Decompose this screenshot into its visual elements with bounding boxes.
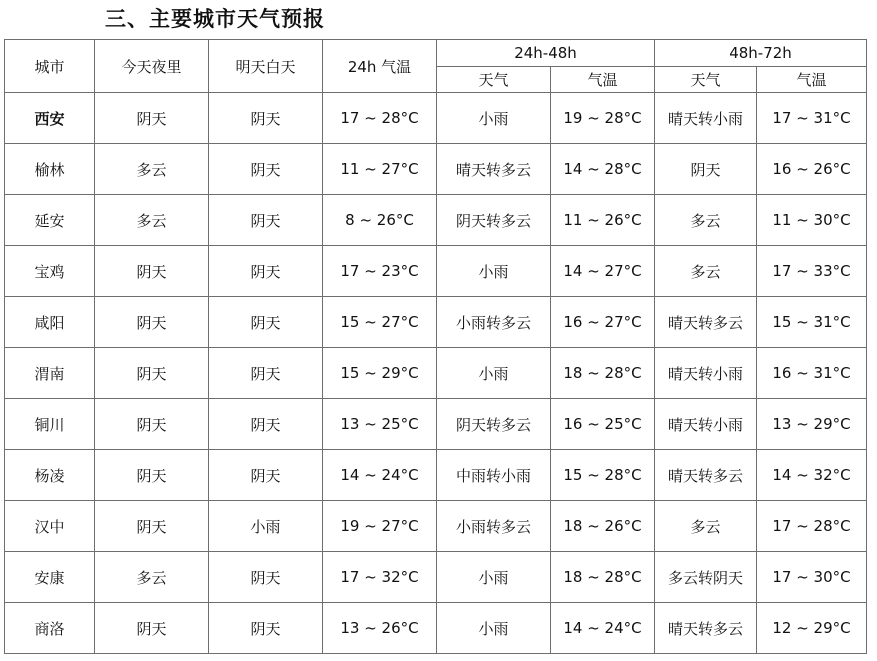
cell-temp-72h: 17 ~ 30°C [757,552,867,603]
cell-tonight: 阴天 [95,348,209,399]
cell-weather-72h: 晴天转多云 [655,603,757,654]
cell-temp-48h: 16 ~ 25°C [551,399,655,450]
cell-weather-72h: 晴天转小雨 [655,348,757,399]
cell-temp-72h: 17 ~ 28°C [757,501,867,552]
cell-temp-72h: 17 ~ 33°C [757,246,867,297]
cell-city: 宝鸡 [5,246,95,297]
table-row [5,603,867,654]
page-title: 三、主要城市天气预报 [105,7,325,31]
cell-temp-24h: 17 ~ 32°C [323,552,437,603]
cell-temp-24h: 19 ~ 27°C [323,501,437,552]
cell-weather-72h: 多云 [655,246,757,297]
cell-city: 渭南 [5,348,95,399]
cell-tomorrow-day: 阴天 [209,144,323,195]
cell-weather-72h: 多云 [655,501,757,552]
cell-tonight: 阴天 [95,297,209,348]
cell-weather-48h: 小雨 [437,552,551,603]
cell-temp-48h: 18 ~ 26°C [551,501,655,552]
table-row [5,144,867,195]
table-row [5,348,867,399]
header-48h-72h: 48h-72h [655,40,867,67]
cell-temp-48h: 19 ~ 28°C [551,93,655,144]
cell-temp-72h: 16 ~ 31°C [757,348,867,399]
cell-city: 汉中 [5,501,95,552]
cell-weather-48h: 小雨 [437,246,551,297]
table-row [5,501,867,552]
table-row [5,552,867,603]
cell-weather-48h: 小雨转多云 [437,501,551,552]
cell-temp-24h: 13 ~ 26°C [323,603,437,654]
cell-tonight: 多云 [95,552,209,603]
subheader-temp-48: 气温 [551,67,655,93]
cell-temp-72h: 14 ~ 32°C [757,450,867,501]
cell-tomorrow-day: 阴天 [209,297,323,348]
cell-city: 安康 [5,552,95,603]
header-tomorrow-day: 明天白天 [209,40,323,93]
cell-temp-48h: 15 ~ 28°C [551,450,655,501]
subheader-weather-72: 天气 [655,67,757,93]
cell-weather-72h: 晴天转小雨 [655,399,757,450]
cell-temp-72h: 13 ~ 29°C [757,399,867,450]
subheader-temp-72: 气温 [757,67,867,93]
cell-weather-48h: 小雨 [437,603,551,654]
cell-temp-24h: 11 ~ 27°C [323,144,437,195]
cell-weather-72h: 阴天 [655,144,757,195]
cell-tomorrow-day: 阴天 [209,348,323,399]
cell-temp-48h: 14 ~ 27°C [551,246,655,297]
cell-weather-72h: 多云转阴天 [655,552,757,603]
cell-weather-72h: 晴天转多云 [655,450,757,501]
cell-weather-48h: 小雨转多云 [437,297,551,348]
cell-temp-24h: 17 ~ 28°C [323,93,437,144]
header-row [5,40,867,67]
cell-city: 咸阳 [5,297,95,348]
cell-temp-24h: 8 ~ 26°C [323,195,437,246]
table-row [5,297,867,348]
cell-temp-24h: 17 ~ 23°C [323,246,437,297]
cell-weather-48h: 小雨 [437,93,551,144]
cell-city: 商洛 [5,603,95,654]
weather-forecast-table [4,39,867,654]
cell-tonight: 阴天 [95,501,209,552]
cell-tonight: 阴天 [95,603,209,654]
cell-tonight: 阴天 [95,450,209,501]
cell-city: 铜川 [5,399,95,450]
cell-city: 杨凌 [5,450,95,501]
cell-tomorrow-day: 阴天 [209,246,323,297]
cell-temp-72h: 11 ~ 30°C [757,195,867,246]
cell-temp-72h: 12 ~ 29°C [757,603,867,654]
header-tonight: 今天夜里 [95,40,209,93]
cell-tomorrow-day: 阴天 [209,603,323,654]
table-row [5,450,867,501]
cell-weather-48h: 阴天转多云 [437,399,551,450]
cell-tonight: 阴天 [95,93,209,144]
cell-weather-48h: 小雨 [437,348,551,399]
table-row [5,246,867,297]
cell-temp-72h: 15 ~ 31°C [757,297,867,348]
cell-city: 西安 [5,93,95,144]
cell-tonight: 阴天 [95,399,209,450]
cell-temp-72h: 17 ~ 31°C [757,93,867,144]
cell-temp-48h: 14 ~ 24°C [551,603,655,654]
cell-tomorrow-day: 小雨 [209,501,323,552]
cell-city: 榆林 [5,144,95,195]
cell-temp-72h: 16 ~ 26°C [757,144,867,195]
cell-temp-24h: 13 ~ 25°C [323,399,437,450]
cell-tomorrow-day: 阴天 [209,93,323,144]
cell-tomorrow-day: 阴天 [209,195,323,246]
subheader-weather-48: 天气 [437,67,551,93]
cell-temp-48h: 16 ~ 27°C [551,297,655,348]
table-row [5,93,867,144]
cell-temp-24h: 15 ~ 27°C [323,297,437,348]
cell-tonight: 多云 [95,144,209,195]
table-row [5,399,867,450]
cell-weather-72h: 晴天转多云 [655,297,757,348]
cell-temp-48h: 11 ~ 26°C [551,195,655,246]
cell-tomorrow-day: 阴天 [209,552,323,603]
table-row [5,195,867,246]
cell-tonight: 阴天 [95,246,209,297]
cell-temp-48h: 14 ~ 28°C [551,144,655,195]
header-city: 城市 [5,40,95,93]
header-24h-48h: 24h-48h [437,40,655,67]
cell-weather-48h: 中雨转小雨 [437,450,551,501]
cell-temp-24h: 15 ~ 29°C [323,348,437,399]
cell-city: 延安 [5,195,95,246]
cell-tomorrow-day: 阴天 [209,399,323,450]
cell-weather-72h: 晴天转小雨 [655,93,757,144]
cell-temp-48h: 18 ~ 28°C [551,348,655,399]
cell-tonight: 多云 [95,195,209,246]
cell-temp-24h: 14 ~ 24°C [323,450,437,501]
cell-weather-48h: 阴天转多云 [437,195,551,246]
header-temp-24h: 24h 气温 [323,40,437,93]
cell-temp-48h: 18 ~ 28°C [551,552,655,603]
cell-tomorrow-day: 阴天 [209,450,323,501]
cell-weather-72h: 多云 [655,195,757,246]
cell-weather-48h: 晴天转多云 [437,144,551,195]
